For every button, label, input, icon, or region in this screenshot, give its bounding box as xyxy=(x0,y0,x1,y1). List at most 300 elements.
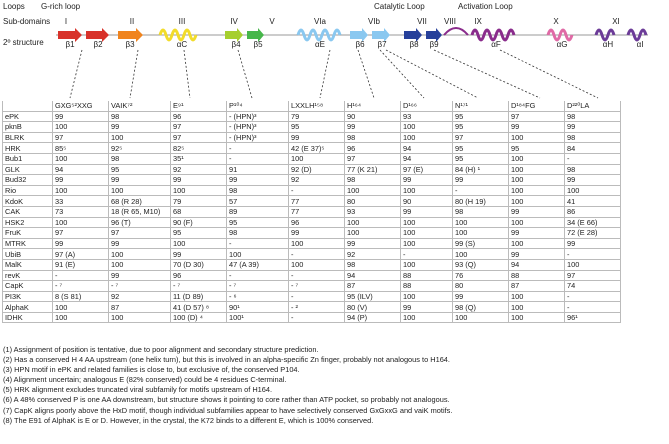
subdomain-IX: IX xyxy=(474,17,482,26)
header-cell: P¹⁰⁴ xyxy=(227,101,289,111)
conservation-cell: - (HPN)³ xyxy=(227,132,289,143)
conservation-cell: - xyxy=(565,249,621,260)
kinase-family-cell: BLRK xyxy=(3,132,53,143)
conservation-cell: 100 xyxy=(453,249,509,260)
struct-beta9: β9 xyxy=(429,40,439,49)
conservation-cell: 97 xyxy=(171,122,227,133)
footnote: (3) HPN motif in ePK and related families is close to, but exclusive of, the conserved P104. xyxy=(3,365,300,375)
conservation-cell: 100 xyxy=(401,291,453,302)
footnote: (4) Alignment uncertain; analogous E (82% conserved) could be 4 residues C-terminal. xyxy=(3,375,287,385)
conservation-cell: 100 xyxy=(289,153,345,164)
conservation-cell: 41 xyxy=(565,196,621,207)
conservation-cell: 73 xyxy=(53,206,109,217)
activation-loop-label: Activation Loop xyxy=(458,2,513,11)
conservation-cell: 99 xyxy=(171,175,227,186)
struct-beta6: β6 xyxy=(355,40,365,49)
conservation-cell: 57 xyxy=(227,196,289,207)
conservation-cell: 96 xyxy=(171,111,227,122)
connector-d166 xyxy=(380,50,424,98)
table-row xyxy=(3,228,621,239)
conservation-cell: 90 xyxy=(401,196,453,207)
subdomain-V: V xyxy=(269,17,275,26)
kinase-family-cell: PI3K xyxy=(3,291,53,302)
conservation-cell: 90¹ xyxy=(227,302,289,313)
secondary-structure-diagram xyxy=(0,0,669,100)
conservation-cell: 94 xyxy=(345,270,401,281)
conservation-cell: 100 xyxy=(53,153,109,164)
subdomain-VIa: VIa xyxy=(313,17,326,26)
conservation-cell: 100 xyxy=(109,259,171,270)
conservation-cell: 95 xyxy=(509,143,565,154)
conservation-cell: 97 xyxy=(565,270,621,281)
connector-lxxlh xyxy=(320,50,330,98)
conservation-cell: - ⁷ xyxy=(289,281,345,292)
header-cell xyxy=(3,101,53,111)
conservation-cell: - ⁷ xyxy=(227,281,289,292)
conservation-cell: - (HPN)³ xyxy=(227,111,289,122)
connector-p104 xyxy=(238,50,252,98)
conservation-cell: 100 xyxy=(453,228,509,239)
conservation-cell: 92 xyxy=(171,164,227,175)
subdomain-VIb: VIb xyxy=(367,17,380,26)
conservation-cell: 100 xyxy=(401,259,453,270)
conservation-cell: 90 xyxy=(345,111,401,122)
table-row xyxy=(3,270,621,281)
conservation-cell: 92⁵ xyxy=(109,143,171,154)
table-row xyxy=(3,312,621,323)
conservation-cell: 42 (E 37)⁵ xyxy=(289,143,345,154)
table-row xyxy=(3,164,621,175)
table-row xyxy=(3,122,621,133)
kinase-family-cell: HSK2 xyxy=(3,217,53,228)
conservation-cell: 100 xyxy=(509,132,565,143)
conservation-cell: 80 xyxy=(345,196,401,207)
conservation-cell: 99 xyxy=(509,228,565,239)
conservation-cell: 99 xyxy=(565,122,621,133)
kinase-family-cell: pknB xyxy=(3,122,53,133)
table-row xyxy=(3,185,621,196)
conservation-cell: 86 xyxy=(565,206,621,217)
conservation-cell: 99 xyxy=(509,206,565,217)
conservation-cell: 82⁵ xyxy=(171,143,227,154)
conservation-cell: 100 xyxy=(109,185,171,196)
kinase-family-cell: UbiB xyxy=(3,249,53,260)
conservation-cell: 100 xyxy=(53,185,109,196)
conservation-cell: 33 xyxy=(53,196,109,207)
conservation-cell: 100 xyxy=(53,302,109,313)
kinase-family-cell: HRK xyxy=(3,143,53,154)
catalytic-loop-label: Catalytic Loop xyxy=(374,2,425,11)
conservation-cell: 90 (F) xyxy=(171,217,227,228)
footnotes xyxy=(3,345,452,426)
conservation-cell: 100 xyxy=(289,259,345,270)
conservation-cell: 100 xyxy=(565,185,621,196)
loops-label: Loops xyxy=(3,2,25,11)
conservation-cell: 100 xyxy=(401,132,453,143)
struct-beta8: β8 xyxy=(409,40,419,49)
conservation-cell: 99 xyxy=(53,111,109,122)
conservation-cell: 68 xyxy=(171,206,227,217)
conservation-cell: 92 xyxy=(345,249,401,260)
conservation-cell: - (HPN)³ xyxy=(227,122,289,133)
conservation-cell: 99 xyxy=(171,249,227,260)
header-cell: LXXLH¹⁵⁸ xyxy=(289,101,345,111)
conservation-cell: 100 xyxy=(565,259,621,270)
conservation-cell: - xyxy=(453,185,509,196)
conservation-cell: - xyxy=(53,270,109,281)
conservation-cell: - xyxy=(227,238,289,249)
conservation-cell: 96 xyxy=(171,270,227,281)
conservation-cell: 72 (E 28) xyxy=(565,228,621,239)
table-row xyxy=(3,132,621,143)
conservation-cell: 80 xyxy=(453,281,509,292)
conservation-cell: 100 xyxy=(453,217,509,228)
conservation-cell: 95 xyxy=(171,228,227,239)
conservation-cell: 98 xyxy=(227,228,289,239)
conservation-cell: - xyxy=(227,153,289,164)
conservation-cell: - xyxy=(565,153,621,164)
conservation-cell: 100 xyxy=(509,153,565,164)
conservation-cell: 96 (T) xyxy=(109,217,171,228)
conservation-cell: - ⁷ xyxy=(171,281,227,292)
conservation-cell: - ⁷ xyxy=(53,281,109,292)
conservation-cell: 84 xyxy=(565,143,621,154)
struct-alphaE: αE xyxy=(315,40,325,49)
header-cell: D²²⁰LA xyxy=(565,101,621,111)
conservation-cell: 97 xyxy=(509,111,565,122)
conservation-cell: 100 xyxy=(171,185,227,196)
struct-beta7: β7 xyxy=(377,40,387,49)
struct-alphaC: αC xyxy=(176,40,188,49)
connector-h164 xyxy=(358,50,374,98)
conservation-cell: 87 xyxy=(345,281,401,292)
conservation-cell: 99 xyxy=(565,238,621,249)
conservation-cell: 100 xyxy=(401,228,453,239)
conservation-cell: 99 xyxy=(289,132,345,143)
conservation-cell: 89 xyxy=(227,206,289,217)
conservation-cell: - xyxy=(565,291,621,302)
conservation-cell: 94 xyxy=(53,164,109,175)
kinase-family-cell: MTRK xyxy=(3,238,53,249)
conservation-cell: 98 xyxy=(565,111,621,122)
conservation-cell: 34 (E 66) xyxy=(565,217,621,228)
conservation-cell: 95 xyxy=(289,122,345,133)
conservation-cell: 97 xyxy=(171,132,227,143)
connector-vaik xyxy=(130,50,138,98)
conservation-cell: 92 xyxy=(289,175,345,186)
header-cell: GXG⁵²XXG xyxy=(53,101,109,111)
kinase-family-cell: ePK xyxy=(3,111,53,122)
footnote: (1) Assignment of position is tentative, due to poor alignment and secondary structure prediction. xyxy=(3,345,319,354)
conservation-cell: 100 xyxy=(401,217,453,228)
conservation-cell: 100 (D) ⁴ xyxy=(171,312,227,323)
kinase-family-cell: revK xyxy=(3,270,53,281)
struct-alphaF: αF xyxy=(491,40,501,49)
conservation-cell: - ² xyxy=(289,302,345,313)
conservation-cell: 94 (P) xyxy=(345,312,401,323)
struct-beta3: β3 xyxy=(125,40,135,49)
footnote: (7) CapK aligns poorly above the HxD motif, though individual subfamilies appear to have selectively conserved GxGxxG and vaiK motifs. xyxy=(3,405,453,415)
conservation-cell: 98 xyxy=(109,153,171,164)
subdomain-IV: IV xyxy=(230,17,238,26)
header-cell: VAIK⁷² xyxy=(109,101,171,111)
conservation-cell: 99 xyxy=(53,175,109,186)
conservation-cell: 98 xyxy=(345,259,401,270)
conservation-cell: 87 xyxy=(509,281,565,292)
conservation-cell: 100 xyxy=(453,312,509,323)
conservation-cell: 93 xyxy=(401,111,453,122)
conservation-cell: 100 xyxy=(53,217,109,228)
conservation-cell: - xyxy=(289,270,345,281)
conservation-cell: 100 xyxy=(53,122,109,133)
conservation-cell: 100 xyxy=(109,249,171,260)
conservation-cell: 76 xyxy=(453,270,509,281)
conservation-cell: 94 xyxy=(401,153,453,164)
conservation-cell: 100 xyxy=(401,312,453,323)
struct-alphaH: αH xyxy=(602,40,614,49)
conservation-cell: 97 xyxy=(109,228,171,239)
conservation-cell: 92 (D) xyxy=(289,164,345,175)
conservation-cell: 95 (ILV) xyxy=(345,291,401,302)
header-cell: E⁹¹ xyxy=(171,101,227,111)
subdomain-I: I xyxy=(64,17,68,26)
activation-loop-curve xyxy=(444,28,468,35)
conservation-cell: 84 (H) ¹ xyxy=(453,164,509,175)
kinase-family-cell: Rio xyxy=(3,185,53,196)
conservation-cell: 95 xyxy=(453,122,509,133)
conservation-cell: 99 xyxy=(289,228,345,239)
header-cell: D¹⁸⁴FG xyxy=(509,101,565,111)
conservation-cell: 100 xyxy=(509,164,565,175)
conservation-cell: 100 xyxy=(509,217,565,228)
conservation-cell: 99 xyxy=(401,302,453,313)
conservation-cell: 100 xyxy=(509,238,565,249)
conservation-cell: 99 xyxy=(453,291,509,302)
kinase-family-cell: Bub1 xyxy=(3,153,53,164)
conservation-cell: 88 xyxy=(509,270,565,281)
conservation-cell: 93 (Q) xyxy=(453,259,509,270)
conservation-cell: - ⁷ xyxy=(109,281,171,292)
kinase-family-cell: MalK xyxy=(3,259,53,270)
conservation-cell: 92 xyxy=(109,291,171,302)
subdomain-XI: XI xyxy=(612,17,620,26)
alphaC-helix xyxy=(160,30,196,40)
connector-gxg xyxy=(70,50,82,98)
conservation-cell: 91 (E) xyxy=(53,259,109,270)
conservation-cell: - xyxy=(289,291,345,302)
conservation-cell: 77 (K 21) xyxy=(345,164,401,175)
conservation-cell: 79 xyxy=(171,196,227,207)
struct-beta4: β4 xyxy=(231,40,241,49)
kinase-family-cell: IDHK xyxy=(3,312,53,323)
conservation-cell: 99 xyxy=(401,175,453,186)
conservation-cell: 97 (A) xyxy=(53,249,109,260)
conservation-cell: 41 (D 57) ⁸ xyxy=(171,302,227,313)
conservation-cell: 99 xyxy=(109,122,171,133)
conservation-cell: 11 (D 89) xyxy=(171,291,227,302)
conservation-cell: 98 (Q) xyxy=(453,302,509,313)
table-row xyxy=(3,217,621,228)
kinase-family-cell: CapK xyxy=(3,281,53,292)
conservation-cell: 95 xyxy=(453,143,509,154)
conservation-cell: 95 xyxy=(453,153,509,164)
table-row xyxy=(3,259,621,270)
conservation-cell: 100 xyxy=(509,302,565,313)
conservation-cell: 99 xyxy=(109,238,171,249)
conservation-cell: - xyxy=(227,143,289,154)
struct-alphaI: αI xyxy=(636,40,644,49)
subdomain-VII: VII xyxy=(417,17,427,26)
conservation-cell: 85⁵ xyxy=(53,143,109,154)
connector-e91 xyxy=(184,50,190,98)
conservation-cell: 98 xyxy=(109,111,171,122)
conservation-cell: 100 xyxy=(289,238,345,249)
conservation-cell: 100 xyxy=(53,312,109,323)
conservation-cell: 99 xyxy=(109,270,171,281)
header-cell: D¹⁶⁶ xyxy=(401,101,453,111)
conservation-cell: 68 (R 28) xyxy=(109,196,171,207)
table-row xyxy=(3,249,621,260)
header-cell: H¹⁶⁴ xyxy=(345,101,401,111)
conservation-cell: 98 xyxy=(565,164,621,175)
table-row xyxy=(3,291,621,302)
conservation-cell: 100 xyxy=(509,196,565,207)
conservation-cell: 80 (V) xyxy=(345,302,401,313)
conservation-cell: 100 xyxy=(171,238,227,249)
subdomain-VIII: VIII xyxy=(443,17,456,26)
conservation-cell: - xyxy=(289,185,345,196)
conservation-cell: 97 xyxy=(345,153,401,164)
conservation-cell: 94 xyxy=(401,143,453,154)
conservation-cell: 97 xyxy=(53,132,109,143)
table-header-row xyxy=(3,101,621,111)
conservation-cell: 99 xyxy=(345,238,401,249)
kinase-family-cell: Bud32 xyxy=(3,175,53,186)
conservation-cell: 93 xyxy=(345,206,401,217)
conservation-cell: 100 xyxy=(509,291,565,302)
conservation-cell: 100 xyxy=(109,312,171,323)
conservation-cell: 99 xyxy=(401,206,453,217)
conservation-cell: 74 xyxy=(565,281,621,292)
conservation-cell: 100 xyxy=(401,185,453,196)
conservation-cell: 100 xyxy=(345,217,401,228)
footnote: (6) A 48% conserved P is one AA downstream, but structure shows it pointing to core rather than ATP pocket, so probably not analogous. xyxy=(3,395,450,405)
conservation-cell: - xyxy=(289,249,345,260)
conservation-cell: - xyxy=(289,312,345,323)
conservation-cell: 100 xyxy=(401,122,453,133)
table-row xyxy=(3,111,621,122)
conservation-cell: 100 xyxy=(345,228,401,239)
conservation-table xyxy=(2,101,621,323)
struct-beta5: β5 xyxy=(253,40,263,49)
conservation-cell: 99 xyxy=(109,175,171,186)
conservation-cell: 100 xyxy=(509,185,565,196)
connector-d220 xyxy=(500,50,598,98)
connector-n171 xyxy=(386,50,478,98)
conservation-cell: 99 xyxy=(345,122,401,133)
kinase-family-cell: CAK xyxy=(3,206,53,217)
conservation-cell: 99 (S) xyxy=(453,238,509,249)
conservation-cell: 96 xyxy=(345,143,401,154)
subdomain-II: II xyxy=(129,17,135,26)
conservation-cell: 80 (H 19) xyxy=(453,196,509,207)
conservation-cell: 94 xyxy=(509,259,565,270)
conservation-cell: 77 xyxy=(289,196,345,207)
conservation-cell: 99 xyxy=(227,175,289,186)
table-row xyxy=(3,206,621,217)
struct-beta2: β2 xyxy=(93,40,103,49)
conservation-cell: 100 xyxy=(227,249,289,260)
conservation-cell: 95 xyxy=(109,164,171,175)
conservation-cell: 100 xyxy=(509,175,565,186)
conservation-cell: 88 xyxy=(401,270,453,281)
conservation-cell: 88 xyxy=(401,281,453,292)
footnote: (5) HRK alignment excludes truncated viral subfamily for motifs upstream of H164. xyxy=(3,385,273,395)
conservation-cell: 97 (E) xyxy=(401,164,453,175)
conservation-cell: 77 xyxy=(289,206,345,217)
conservation-cell: 96¹ xyxy=(565,312,621,323)
conservation-cell: 99 xyxy=(53,238,109,249)
table-row xyxy=(3,238,621,249)
footnote: (2) Has a conserved H 4 AA upstream (one helix turn), but this is involved in an alpha-specific Zn finger, probably not analogous to H164. xyxy=(3,355,450,365)
table-row xyxy=(3,153,621,164)
sub-domains-label: Sub-domains xyxy=(3,17,51,26)
table-row xyxy=(3,175,621,186)
conservation-cell: 100¹ xyxy=(227,312,289,323)
table-row xyxy=(3,143,621,154)
kinase-family-cell: KdoK xyxy=(3,196,53,207)
conservation-cell: - xyxy=(401,249,453,260)
conservation-cell: 99 xyxy=(565,175,621,186)
struct-beta1: β1 xyxy=(65,40,75,49)
conservation-cell: - xyxy=(227,270,289,281)
conservation-cell: 99 xyxy=(509,249,565,260)
conservation-cell: - ⁶ xyxy=(227,291,289,302)
g-rich-loop-label: G-rich loop xyxy=(41,2,81,11)
kinase-family-cell: AlphaK xyxy=(3,302,53,313)
conservation-cell: 79 xyxy=(289,111,345,122)
conservation-cell: 97 xyxy=(53,228,109,239)
conservation-cell: 95 xyxy=(227,217,289,228)
conservation-cell: 98 xyxy=(227,185,289,196)
footnote: (8) The E91 of AlphaK is E or D. However, in the crystal, the K72 binds to a different E, which is 100% conserved. xyxy=(3,415,374,425)
conservation-cell: 95 xyxy=(453,111,509,122)
subdomain-X: X xyxy=(553,17,559,26)
conservation-cell: 96 xyxy=(289,217,345,228)
conservation-cell: 100 xyxy=(509,312,565,323)
conservation-cell: 99 xyxy=(453,175,509,186)
subdomain-III: III xyxy=(178,17,186,26)
conservation-cell: 100 xyxy=(345,185,401,196)
conservation-cell: 98 xyxy=(453,206,509,217)
table-row xyxy=(3,196,621,207)
conservation-cell: 97 xyxy=(453,132,509,143)
conservation-cell: 87 xyxy=(109,302,171,313)
conservation-cell: 100 xyxy=(109,132,171,143)
conservation-cell: 100 xyxy=(401,238,453,249)
conservation-cell: 98 xyxy=(565,132,621,143)
conservation-cell: - xyxy=(565,302,621,313)
struct-alphaG: αG xyxy=(556,40,568,49)
secondary-structure-label: 2º structure xyxy=(3,38,44,47)
table-row xyxy=(3,281,621,292)
conservation-cell: 98 xyxy=(345,132,401,143)
conservation-cell: 8 (S 81) xyxy=(53,291,109,302)
conservation-cell: 99 xyxy=(509,122,565,133)
kinase-family-cell: GLK xyxy=(3,164,53,175)
conservation-cell: 18 (R 65, M10) xyxy=(109,206,171,217)
conservation-cell: 35¹ xyxy=(171,153,227,164)
